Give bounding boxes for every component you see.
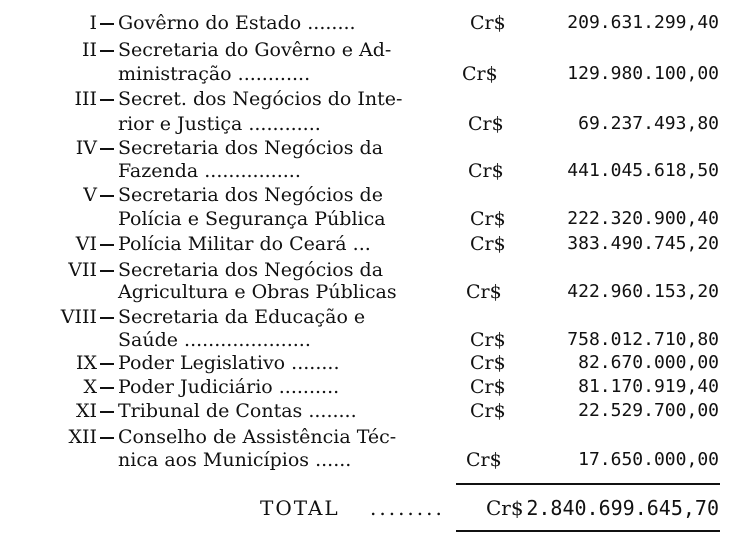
currency-label: Cr$: [466, 449, 502, 471]
row-number: XI: [75, 400, 97, 422]
row-number: IV: [75, 137, 97, 159]
row-description: rior e Justiça ............: [118, 113, 321, 135]
row-amount: 441.045.618,50: [567, 160, 719, 181]
row-description: ministração ............: [118, 63, 311, 85]
row-amount: 81.170.919,40: [578, 376, 719, 397]
table-row: [0, 37, 737, 63]
dash-divider: [100, 387, 114, 389]
table-row: [0, 374, 737, 400]
row-description: Polícia Militar do Ceará ...: [118, 233, 371, 255]
table-row: [0, 86, 737, 112]
row-description: Tribunal de Contas ........: [118, 400, 357, 422]
table-row: [0, 10, 737, 36]
row-description: Fazenda ................: [118, 160, 301, 182]
row-amount: 222.320.900,40: [567, 208, 719, 229]
row-number: VI: [75, 233, 97, 255]
currency-label: Cr$: [470, 208, 506, 230]
currency-label: Cr$: [470, 12, 506, 34]
row-description: Poder Legislativo ........: [118, 352, 340, 374]
row-description: Polícia e Segurança Pública: [118, 208, 386, 230]
dash-divider: [100, 50, 114, 52]
row-description: Secretaria dos Negócios da: [118, 259, 384, 281]
row-amount: 69.237.493,80: [578, 113, 719, 134]
row-description: Poder Judiciário ..........: [118, 376, 340, 398]
currency-label: Cr$: [462, 63, 498, 85]
table-row-continuation: [0, 61, 737, 87]
row-number: II: [81, 39, 97, 61]
currency-label: Cr$: [470, 352, 506, 374]
row-amount: 383.490.745,20: [567, 233, 719, 254]
row-description: Secretaria dos Negócios da: [118, 137, 384, 159]
dash-divider: [100, 270, 114, 272]
table-row-continuation: [0, 111, 737, 137]
row-number: IX: [75, 352, 97, 374]
row-description: Saúde .....................: [118, 329, 311, 351]
currency-label: Cr$: [486, 496, 524, 520]
row-amount: 17.650.000,00: [578, 449, 719, 470]
row-amount: 82.670.000,00: [578, 352, 719, 373]
row-amount: 422.960.153,20: [567, 281, 719, 302]
row-number: I: [89, 12, 97, 34]
total-rule-bottom: [456, 530, 720, 532]
currency-label: Cr$: [470, 329, 506, 351]
row-description: Agricultura e Obras Públicas: [118, 281, 397, 303]
row-number: X: [83, 376, 97, 398]
currency-label: Cr$: [470, 376, 506, 398]
currency-label: Cr$: [466, 281, 502, 303]
table-row-continuation: [0, 158, 737, 184]
row-amount: 758.012.710,80: [567, 329, 719, 350]
row-description: Conselho de Assistência Téc-: [118, 426, 397, 448]
dash-divider: [100, 99, 114, 101]
row-number: VIII: [60, 306, 97, 328]
dash-divider: [100, 317, 114, 319]
dash-divider: [100, 23, 114, 25]
table-row: [0, 398, 737, 424]
dash-divider: [100, 363, 114, 365]
currency-label: Cr$: [468, 113, 504, 135]
dash-divider: [100, 437, 114, 439]
row-description: Govêrno do Estado ........: [118, 12, 356, 34]
row-number: V: [83, 184, 97, 206]
currency-label: Cr$: [470, 233, 506, 255]
dash-divider: [100, 411, 114, 413]
currency-label: Cr$: [468, 160, 504, 182]
row-amount: 129.980.100,00: [567, 63, 719, 84]
currency-label: Cr$: [470, 400, 506, 422]
table-row: [0, 350, 737, 376]
row-description: Secretaria do Govêrno e Ad-: [118, 39, 392, 61]
table-row-continuation: [0, 279, 737, 305]
table-row: [0, 231, 737, 257]
total-row: [0, 493, 737, 523]
row-description: Secretaria da Educação e: [118, 306, 366, 328]
row-description: Secretaria dos Negócios de: [118, 184, 383, 206]
row-number: III: [74, 88, 97, 110]
dash-divider: [100, 195, 114, 197]
row-number: XII: [68, 426, 97, 448]
table-row-continuation: [0, 447, 737, 473]
row-description: Secret. dos Negócios do Inte-: [118, 88, 403, 110]
total-label: TOTAL: [260, 496, 340, 520]
row-number: VII: [68, 259, 97, 281]
row-amount: 209.631.299,40: [567, 12, 719, 33]
total-amount: 2.840.699.645,70: [526, 496, 719, 520]
table-row: [0, 182, 737, 208]
dash-divider: [100, 244, 114, 246]
row-description: nica aos Municípios ......: [118, 449, 352, 471]
row-amount: 22.529.700,00: [578, 400, 719, 421]
total-dots: ........: [370, 496, 445, 520]
table-row-continuation: [0, 206, 737, 232]
total-rule-top: [456, 483, 720, 485]
dash-divider: [100, 148, 114, 150]
